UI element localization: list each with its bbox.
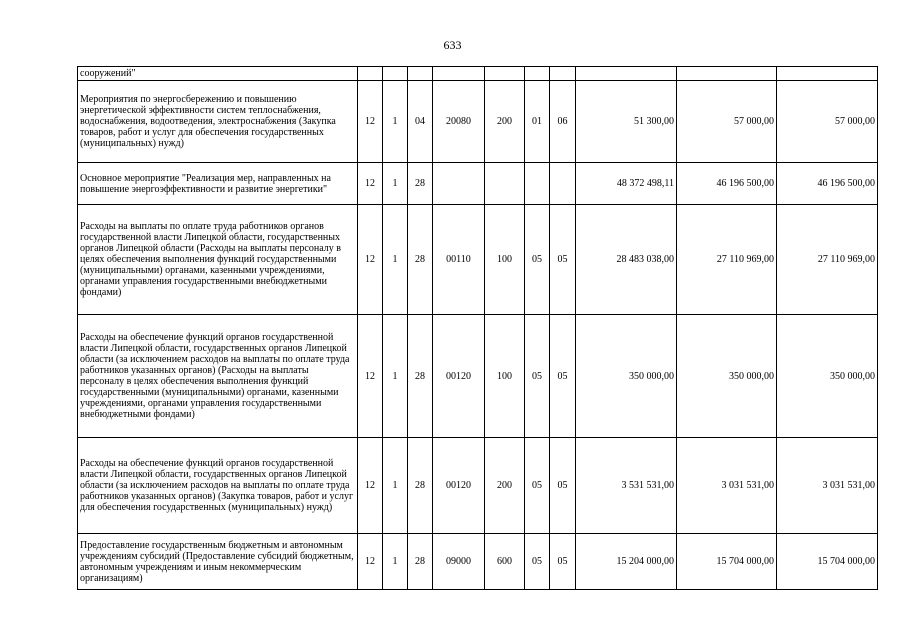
- code-direction: [433, 163, 485, 205]
- amount-year3: 46 196 500,00: [777, 163, 878, 205]
- code-section: 01: [525, 81, 550, 163]
- code-section: 05: [525, 205, 550, 315]
- code-event: [408, 67, 433, 81]
- code-expense-type: [485, 67, 525, 81]
- row-name: Основное мероприятие "Реализация мер, направленных на повышение энергоэффективности и развитие энергетики": [78, 163, 358, 205]
- code-subprogram: 1: [383, 534, 408, 590]
- code-subprogram: 1: [383, 163, 408, 205]
- code-program: 12: [358, 205, 383, 315]
- amount-year2: [677, 67, 777, 81]
- row-name: сооружений": [78, 67, 358, 81]
- amount-year3: 3 031 531,00: [777, 438, 878, 534]
- amount-year2: 3 031 531,00: [677, 438, 777, 534]
- code-section: 05: [525, 438, 550, 534]
- code-subsection: 06: [550, 81, 576, 163]
- code-expense-type: 100: [485, 205, 525, 315]
- row-name: Расходы на обеспечение функций органов государственной власти Липецкой области, государственных органов Липецкой области (за исключением расходов на выплаты по оплате труда работников указанных органов) (Закупка товаров, работ и услуг для обеспечения государственных (муниципальных) нужд): [78, 438, 358, 534]
- amount-year3: 27 110 969,00: [777, 205, 878, 315]
- code-direction: 00120: [433, 315, 485, 438]
- amount-year1: 51 300,00: [576, 81, 677, 163]
- table-row: [78, 81, 878, 163]
- code-event: 04: [408, 81, 433, 163]
- code-expense-type: 200: [485, 81, 525, 163]
- row-name: Расходы на обеспечение функций органов государственной власти Липецкой области, государственных органов Липецкой области (за исключением расходов на выплаты по оплате труда работников указанных органов) (Расходы на выплаты персоналу в целях обеспечения выполнения функций государственными (муниципальными) органами, казенными учреждениями, органами управления государственными внебюджетными фондами): [78, 315, 358, 438]
- code-program: 12: [358, 163, 383, 205]
- code-program: [358, 67, 383, 81]
- code-expense-type: [485, 163, 525, 205]
- code-section: [525, 163, 550, 205]
- code-event: 28: [408, 205, 433, 315]
- code-event: 28: [408, 534, 433, 590]
- code-program: 12: [358, 315, 383, 438]
- code-program: 12: [358, 534, 383, 590]
- amount-year2: 27 110 969,00: [677, 205, 777, 315]
- table-row: [78, 163, 878, 205]
- code-event: 28: [408, 163, 433, 205]
- amount-year1: 3 531 531,00: [576, 438, 677, 534]
- amount-year3: 350 000,00: [777, 315, 878, 438]
- code-direction: 00120: [433, 438, 485, 534]
- amount-year3: 15 704 000,00: [777, 534, 878, 590]
- code-direction: 20080: [433, 81, 485, 163]
- amount-year1: 48 372 498,11: [576, 163, 677, 205]
- code-subsection: 05: [550, 205, 576, 315]
- table-row: [78, 205, 878, 315]
- code-event: 28: [408, 315, 433, 438]
- amount-year2: 350 000,00: [677, 315, 777, 438]
- budget-table: [77, 66, 878, 590]
- code-section: [525, 67, 550, 81]
- code-subsection: 05: [550, 534, 576, 590]
- code-event: 28: [408, 438, 433, 534]
- table-row: [78, 534, 878, 590]
- row-name: Мероприятия по энергосбережению и повышению энергетической эффективности систем теплоснабжения, водоснабжения, водоотведения, электроснабжения (Закупка товаров, работ и услуг для обеспечения государственных (муниципальных) нужд): [78, 81, 358, 163]
- code-subprogram: 1: [383, 205, 408, 315]
- code-program: 12: [358, 81, 383, 163]
- amount-year2: 46 196 500,00: [677, 163, 777, 205]
- code-subsection: [550, 67, 576, 81]
- code-expense-type: 200: [485, 438, 525, 534]
- amount-year2: 57 000,00: [677, 81, 777, 163]
- amount-year1: [576, 67, 677, 81]
- amount-year1: 28 483 038,00: [576, 205, 677, 315]
- code-direction: [433, 67, 485, 81]
- code-subsection: [550, 163, 576, 205]
- code-program: 12: [358, 438, 383, 534]
- row-name: Предоставление государственным бюджетным и автономным учреждениям субсидий (Предоставление субсидий бюджетным, автономным учреждениям и иным некоммерческим организациям): [78, 534, 358, 590]
- row-name: Расходы на выплаты по оплате труда работников органов государственной власти Липецкой области, государственных органов Липецкой области (Расходы на выплаты персоналу в целях обеспечения выполнения функций государственными (муниципальными) органами, казенными учреждениями, органами управления государственными внебюджетными фондами): [78, 205, 358, 315]
- code-subsection: 05: [550, 438, 576, 534]
- code-section: 05: [525, 315, 550, 438]
- code-expense-type: 600: [485, 534, 525, 590]
- code-subprogram: 1: [383, 81, 408, 163]
- page-number: 633: [443, 38, 462, 52]
- code-direction: 00110: [433, 205, 485, 315]
- code-expense-type: 100: [485, 315, 525, 438]
- amount-year3: [777, 67, 878, 81]
- table-row: [78, 315, 878, 438]
- amount-year2: 15 704 000,00: [677, 534, 777, 590]
- code-section: 05: [525, 534, 550, 590]
- code-subprogram: [383, 67, 408, 81]
- amount-year3: 57 000,00: [777, 81, 878, 163]
- table-row: [78, 438, 878, 534]
- code-direction: 09000: [433, 534, 485, 590]
- table-row: [78, 67, 878, 81]
- code-subsection: 05: [550, 315, 576, 438]
- amount-year1: 15 204 000,00: [576, 534, 677, 590]
- code-subprogram: 1: [383, 438, 408, 534]
- amount-year1: 350 000,00: [576, 315, 677, 438]
- code-subprogram: 1: [383, 315, 408, 438]
